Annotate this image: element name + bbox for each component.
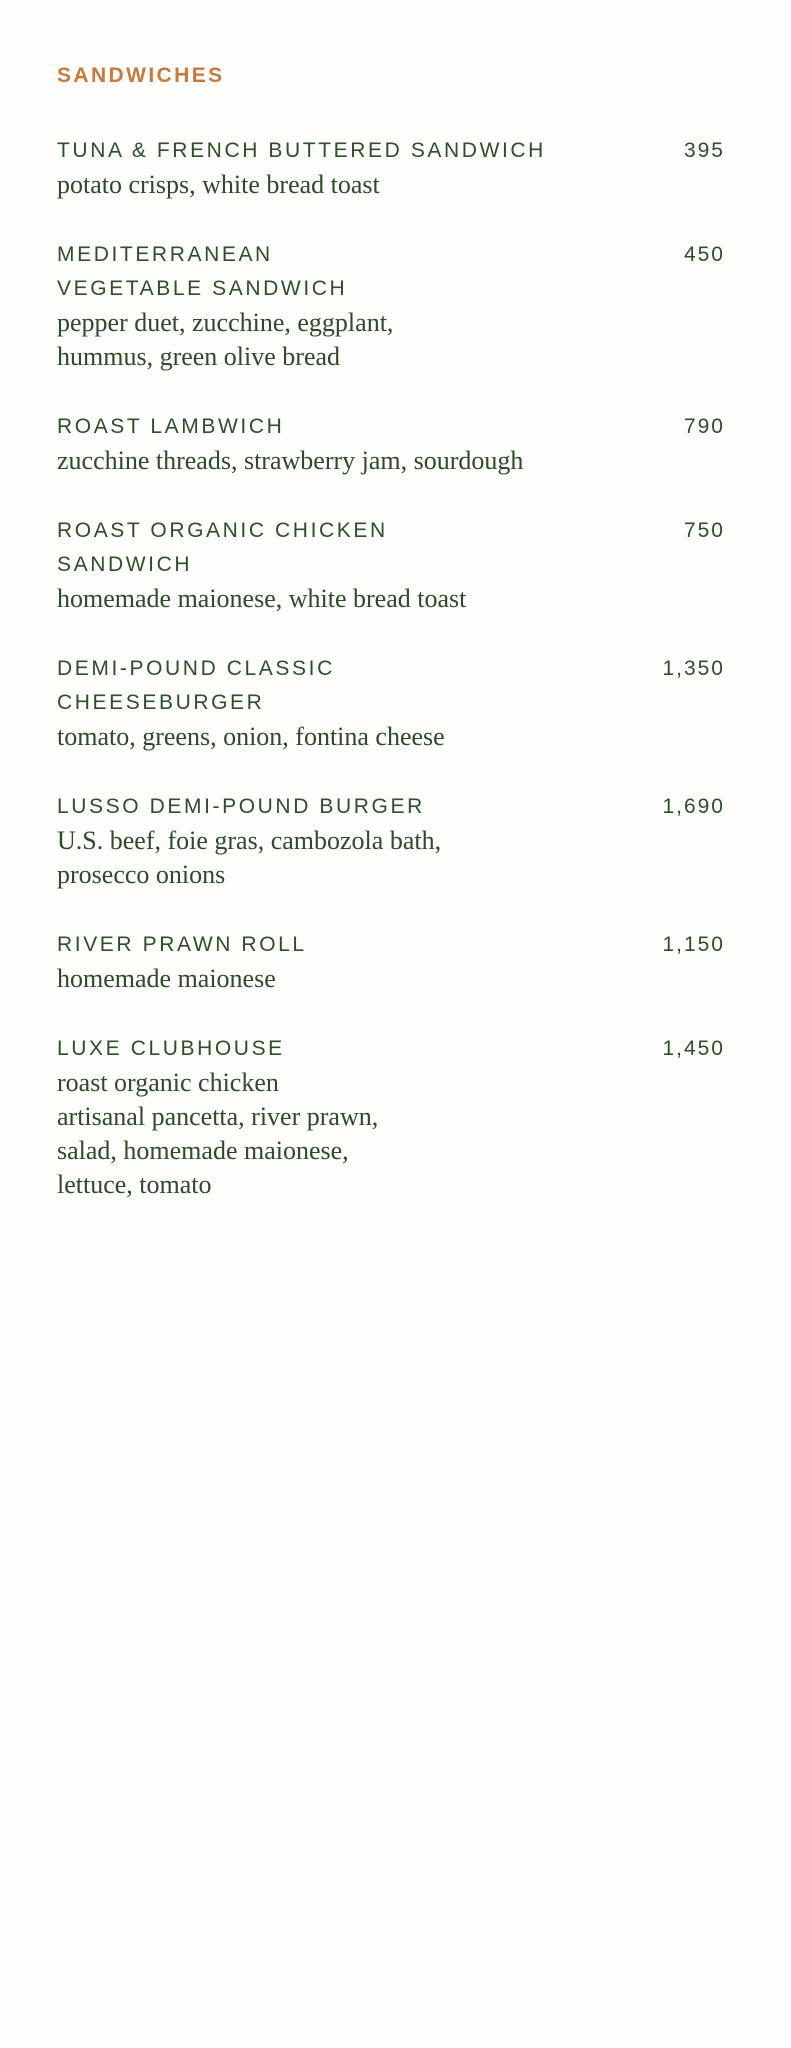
item-description: homemade maionese (57, 964, 276, 993)
item-description: tomato, greens, onion, fontina cheese (57, 722, 445, 751)
item-name: ROAST LAMBWICH (57, 415, 285, 438)
item-description: potato crisps, white bread toast (57, 170, 380, 199)
sandwich-menu (57, 62, 725, 1238)
item-price: 1,150 (662, 933, 725, 956)
item-description: zucchine threads, strawberry jam, sourdough (57, 446, 524, 475)
item-price: 1,450 (662, 1037, 725, 1060)
item-description: roast organic chicken artisanal pancetta, river prawn, salad, homemade maionese, lettuce, tomato (57, 1068, 379, 1199)
section-title: SANDWICHES (57, 64, 225, 87)
item-name: TUNA & FRENCH BUTTERED SANDWICH (57, 139, 546, 162)
item-name: LUSSO DEMI-POUND BURGER (57, 795, 425, 818)
item-price: 395 (683, 139, 725, 162)
menu-item-mediterranean-sandwich (57, 238, 725, 374)
item-name: MEDITERRANEAN VEGETABLE SANDWICH (57, 243, 348, 300)
item-price: 450 (683, 243, 725, 266)
menu-item-river-prawn-roll (57, 928, 725, 996)
item-price: 750 (683, 519, 725, 542)
item-price: 1,350 (662, 657, 725, 680)
item-name: LUXE CLUBHOUSE (57, 1037, 285, 1060)
menu-item-roast-lambwich (57, 410, 725, 478)
item-price: 790 (683, 415, 725, 438)
item-description: pepper duet, zucchine, eggplant, hummus, green olive bread (57, 308, 394, 371)
item-name: DEMI-POUND CLASSIC CHEESEBURGER (57, 657, 335, 714)
menu-item-lusso-burger (57, 790, 725, 892)
menu-item-roast-chicken-sandwich (57, 514, 725, 616)
menu-item-tuna-sandwich (57, 134, 725, 202)
menu-item-classic-cheeseburger (57, 652, 725, 754)
item-name: RIVER PRAWN ROLL (57, 933, 307, 956)
item-price: 1,690 (662, 795, 725, 818)
item-description: U.S. beef, foie gras, cambozola bath, prosecco onions (57, 826, 442, 889)
item-name: ROAST ORGANIC CHICKEN SANDWICH (57, 519, 388, 576)
menu-item-luxe-clubhouse (57, 1032, 725, 1202)
item-description: homemade maionese, white bread toast (57, 584, 467, 613)
